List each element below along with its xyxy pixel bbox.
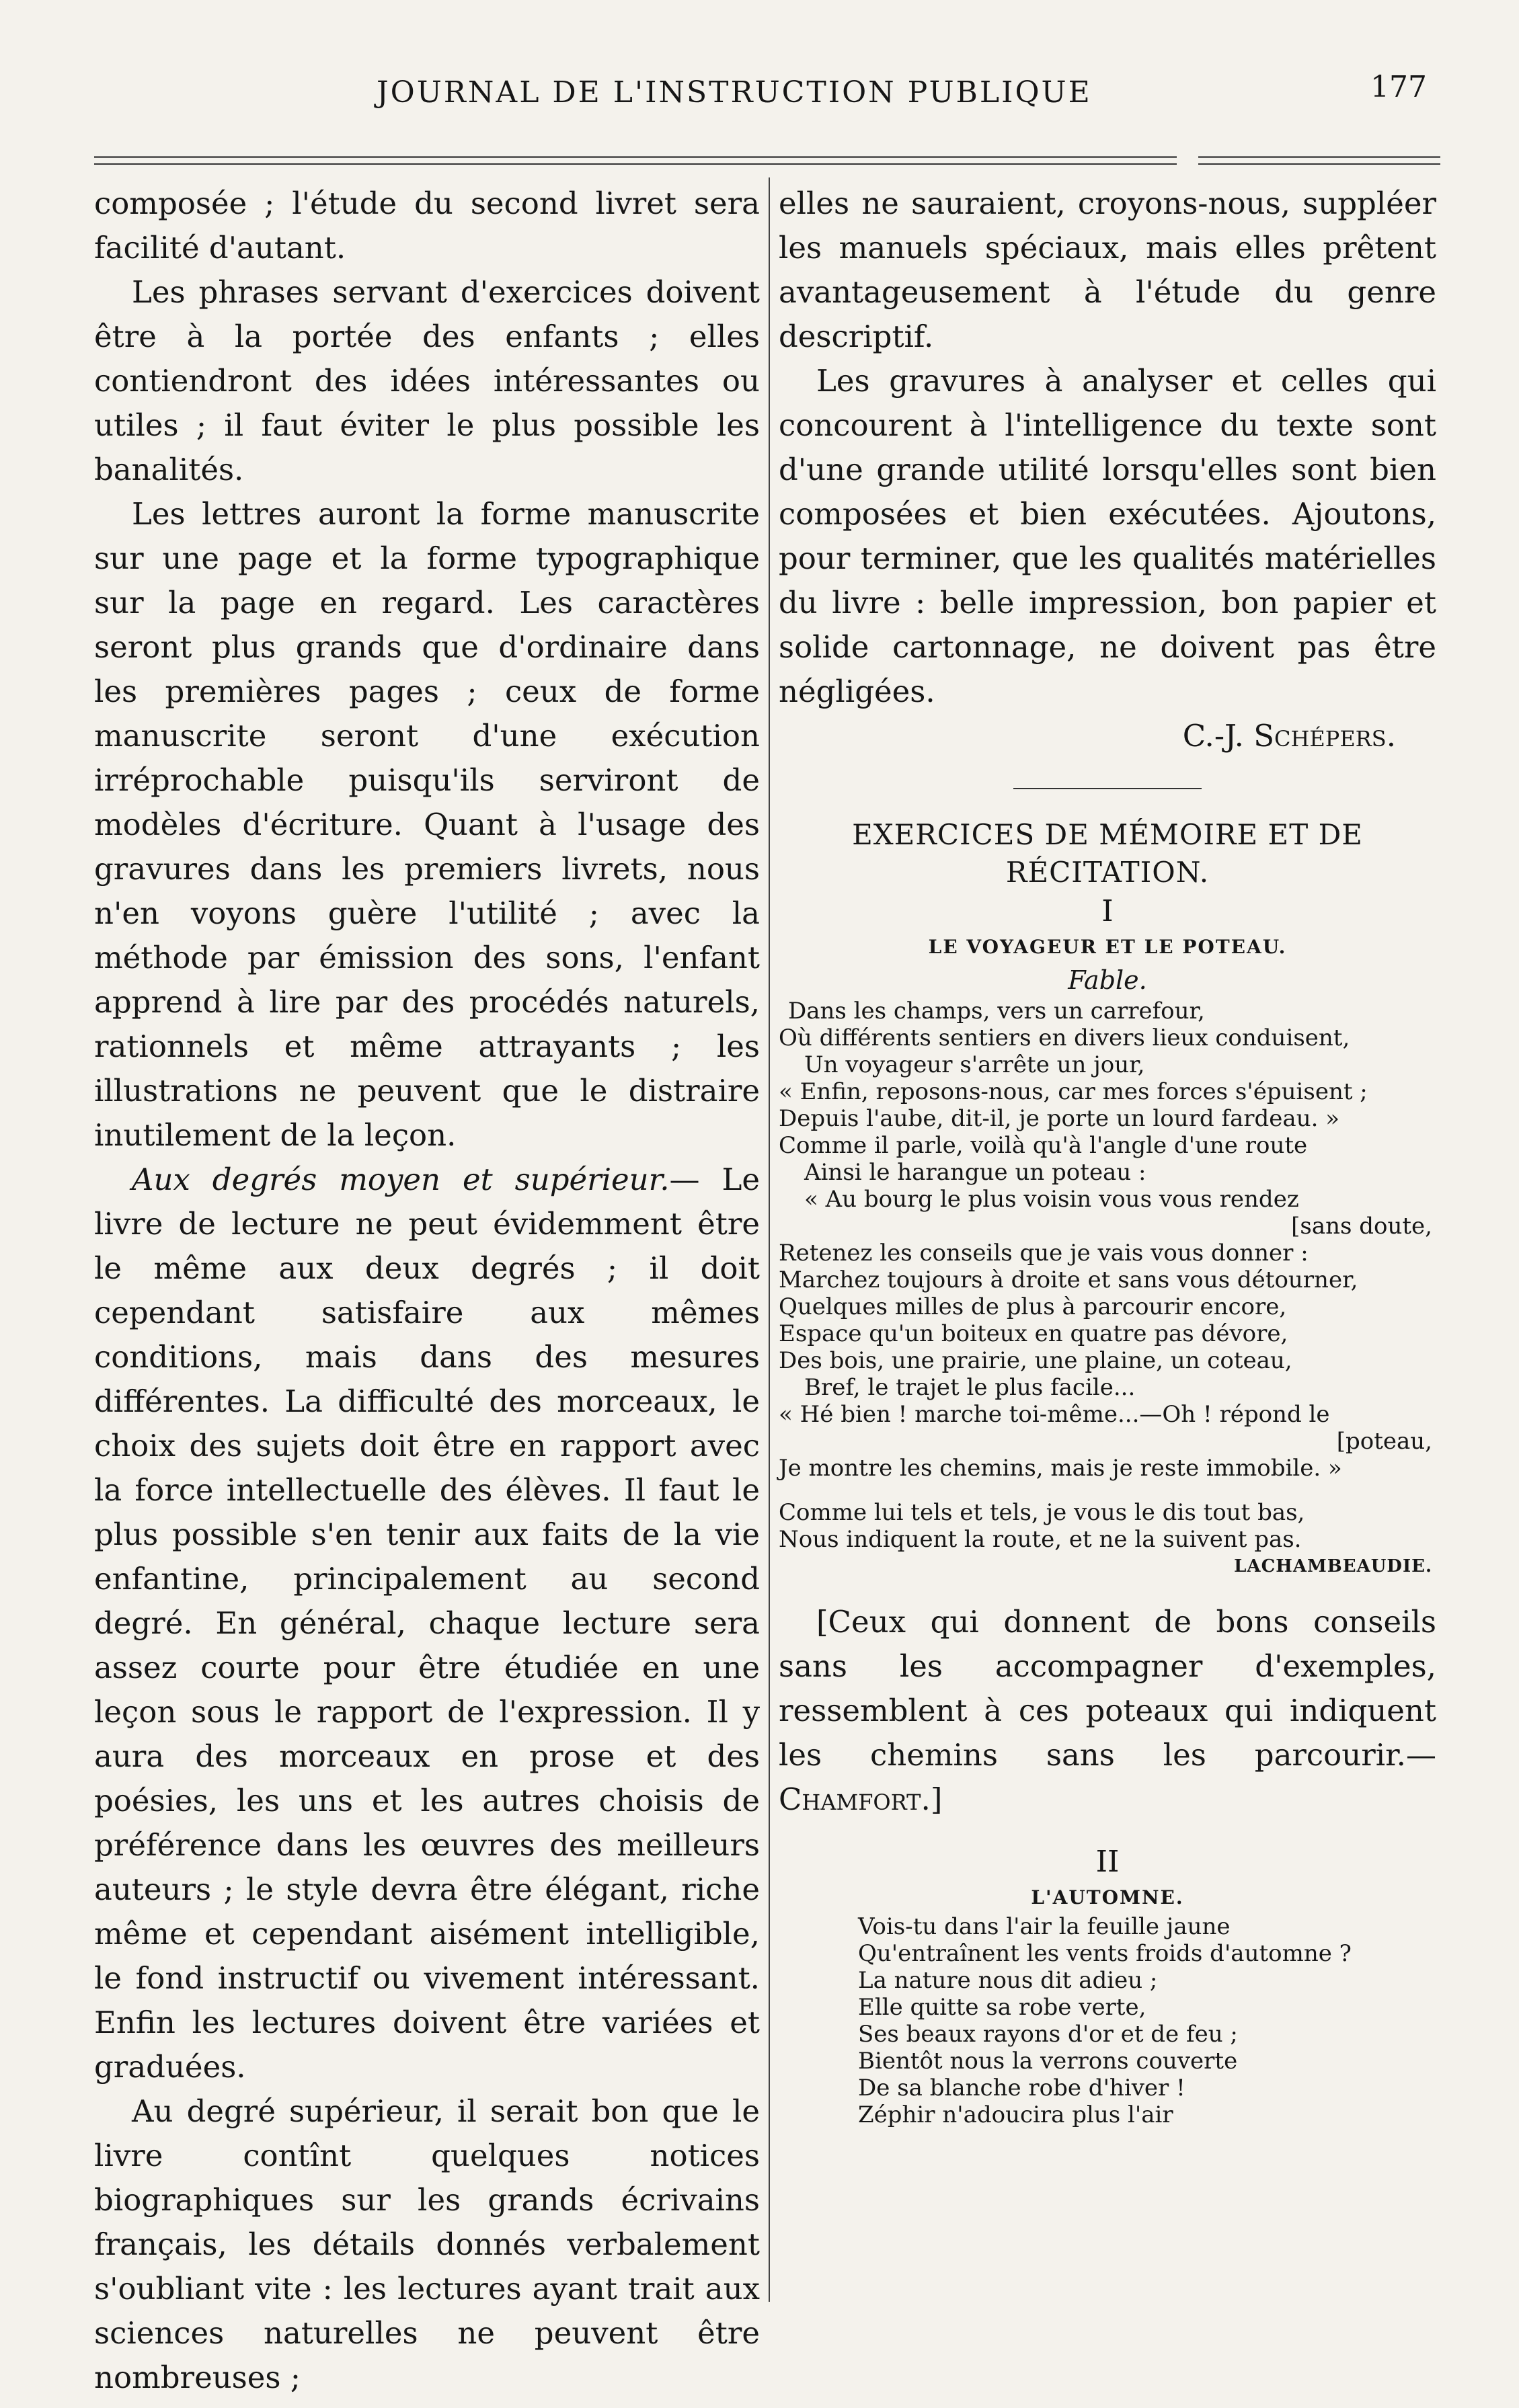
section-separator bbox=[1013, 788, 1202, 789]
paragraph: Les lettres auront la forme manuscrite sur une page et la forme typographique sur la page en regard. Les caractères seront plus grands que d'ordinaire dans les premières pages ; ceux de forme manuscrite seront d'une exécution irréprochable puisqu'ils serviront de modèles d'écriture. Quant à l'usage des gravures dans les premiers livrets, nous n'en voyons guère l'utilité ; avec la méthode par émission des sons, l'enfant apprend à lire par des procédés naturels, rationnels et même attrayants ; les illustrations ne peuvent que le distraire inutilement de la leçon. bbox=[94, 496, 760, 1153]
section-number: II bbox=[1095, 1845, 1120, 1879]
poem-author: LACHAMBEAUDIE. bbox=[1234, 1556, 1432, 1576]
poem-line: Dans les champs, vers un carrefour, bbox=[788, 998, 1205, 1025]
poem-line: La nature nous dit adieu ; bbox=[858, 1967, 1158, 1994]
poem-line: Vois-tu dans l'air la feuille jaune bbox=[858, 1913, 1231, 1940]
paragraph: elles ne sauraient, croyons-nous, suppléer les manuels spéciaux, mais elles prêtent avantageusement à l'étude du genre descriptif. bbox=[779, 186, 1436, 354]
author-signature: C.-J. Schépers. bbox=[1182, 718, 1396, 754]
poem-line: Ainsi le harangue un poteau : bbox=[804, 1159, 1146, 1186]
poem-line: Zéphir n'adoucira plus l'air bbox=[858, 2101, 1173, 2128]
poem-line: Des bois, une prairie, une plaine, un coteau, bbox=[779, 1347, 1292, 1374]
poem-fable bbox=[779, 998, 1436, 1580]
poem-line-continuation: [poteau, bbox=[1336, 1428, 1432, 1455]
section-title-line-2: RÉCITATION. bbox=[1005, 856, 1210, 889]
poem-genre: Fable. bbox=[1068, 965, 1147, 995]
poem-line: Quelques milles de plus à parcourir encore, bbox=[779, 1293, 1287, 1320]
poem-title: LE VOYAGEUR ET LE POTEAU. bbox=[928, 936, 1287, 958]
poem-line: Comme lui tels et tels, je vous le dis tout bas, bbox=[779, 1499, 1305, 1526]
page-number: 177 bbox=[1370, 70, 1427, 104]
paragraph: Au degré supérieur, il serait bon que le livre contînt quelques notices biographiques sur les grands écrivains français, les détails donnés verbalement s'oubliant vite : les lectures ayant trait aux sciences naturelles ne peuvent être nombreuses ; bbox=[94, 2093, 760, 2395]
left-column bbox=[94, 182, 760, 2400]
section-title-line-1: EXERCICES DE MÉMOIRE ET DE bbox=[852, 818, 1363, 851]
poem-line: Nous indiquent la route, et ne la suivent pas. bbox=[779, 1526, 1302, 1553]
quotation-author: Chamfort.] bbox=[779, 1781, 943, 1817]
poem-line: Comme il parle, voilà qu'à l'angle d'une route bbox=[779, 1132, 1308, 1159]
header-rule-left bbox=[94, 156, 1177, 165]
right-column bbox=[779, 182, 1436, 2128]
poem-line: De sa blanche robe d'hiver ! bbox=[858, 2075, 1185, 2101]
poem-line: Un voyageur s'arrête un jour, bbox=[804, 1051, 1145, 1078]
poem-line: Bientôt nous la verrons couverte bbox=[858, 2048, 1238, 2075]
poem-autumn bbox=[779, 1913, 1436, 2128]
stanza-gap bbox=[779, 1482, 1436, 1499]
poem-line: Je montre les chemins, mais je reste immobile. » bbox=[779, 1455, 1342, 1482]
paragraph-body: — Le livre de lecture ne peut évidemment être le même aux deux degrés ; il doit cependant satisfaire aux mêmes conditions, mais dans des mesures différentes. La difficulté des morceaux, le choix des sujets doit être en rapport avec la force intellectuelle des élèves. Il faut le plus possible s'en tenir aux faits de la vie enfantine, principalement au second degré. En général, chaque lecture sera assez courte pour être étudiée en une leçon sous le rapport de l'expression. Il y aura des morceaux en prose et des poésies, les uns et les autres choisis de préférence dans les œuvres des meilleurs auteurs ; le style devra être élégant, riche même et cependant aisément intelligible, le fond instructif ou vivement intéressant. Enfin les lectures doivent être variées et graduées. bbox=[94, 1162, 760, 2085]
poem-line: Retenez les conseils que je vais vous donner : bbox=[779, 1240, 1309, 1267]
poem-line: « Hé bien ! marche toi-même...—Oh ! répond le bbox=[779, 1401, 1330, 1428]
section-number: I bbox=[1101, 894, 1114, 928]
poem-line: Qu'entraînent les vents froids d'automne ? bbox=[858, 1940, 1352, 1967]
quotation-text: [Ceux qui donnent de bons conseils sans les accompagner d'exemples, ressemblent à ces poteaux qui indiquent les chemins sans les parcourir.— bbox=[779, 1604, 1436, 1773]
poem-line: Elle quitte sa robe verte, bbox=[858, 1994, 1146, 2021]
quotation bbox=[779, 1600, 1436, 1822]
poem-title: L'AUTOMNE. bbox=[1031, 1886, 1184, 1909]
poem-line: Marchez toujours à droite et sans vous détourner, bbox=[779, 1267, 1358, 1293]
paragraph-lead-in: Aux degrés moyen et supérieur. bbox=[132, 1162, 670, 1197]
poem-line: « Enfin, reposons-nous, car mes forces s'épuisent ; bbox=[779, 1078, 1368, 1105]
paragraph: Les phrases servant d'exercices doivent être à la portée des enfants ; elles contiendront des idées intéressantes ou utiles ; il faut éviter le plus possible les banalités. bbox=[94, 274, 760, 487]
poem-line-continuation: [sans doute, bbox=[1291, 1213, 1432, 1240]
header-rule-right bbox=[1198, 156, 1440, 165]
poem-line: Où différents sentiers en divers lieux conduisent, bbox=[779, 1025, 1350, 1051]
column-divider bbox=[769, 177, 770, 2302]
paragraph: composée ; l'étude du second livret sera facilité d'autant. bbox=[94, 186, 760, 266]
poem-line: « Au bourg le plus voisin vous vous rendez bbox=[804, 1186, 1299, 1213]
paragraph: Les gravures à analyser et celles qui concourent à l'intelligence du texte sont d'une grande utilité lorsqu'elles sont bien composées et bien exécutées. Ajoutons, pour terminer, que les qualités matérielles du livre : belle impression, bon papier et solide cartonnage, ne doivent pas être négligées. bbox=[779, 363, 1436, 709]
poem-line: Depuis l'aube, dit-il, je porte un lourd fardeau. » bbox=[779, 1105, 1340, 1132]
paragraph bbox=[94, 1158, 760, 2089]
poem-line: Espace qu'un boiteux en quatre pas dévore, bbox=[779, 1320, 1288, 1347]
poem-line: Bref, le trajet le plus facile... bbox=[804, 1374, 1136, 1401]
running-head: JOURNAL DE L'INSTRUCTION PUBLIQUE bbox=[377, 75, 1092, 110]
poem-line: Ses beaux rayons d'or et de feu ; bbox=[858, 2021, 1238, 2048]
